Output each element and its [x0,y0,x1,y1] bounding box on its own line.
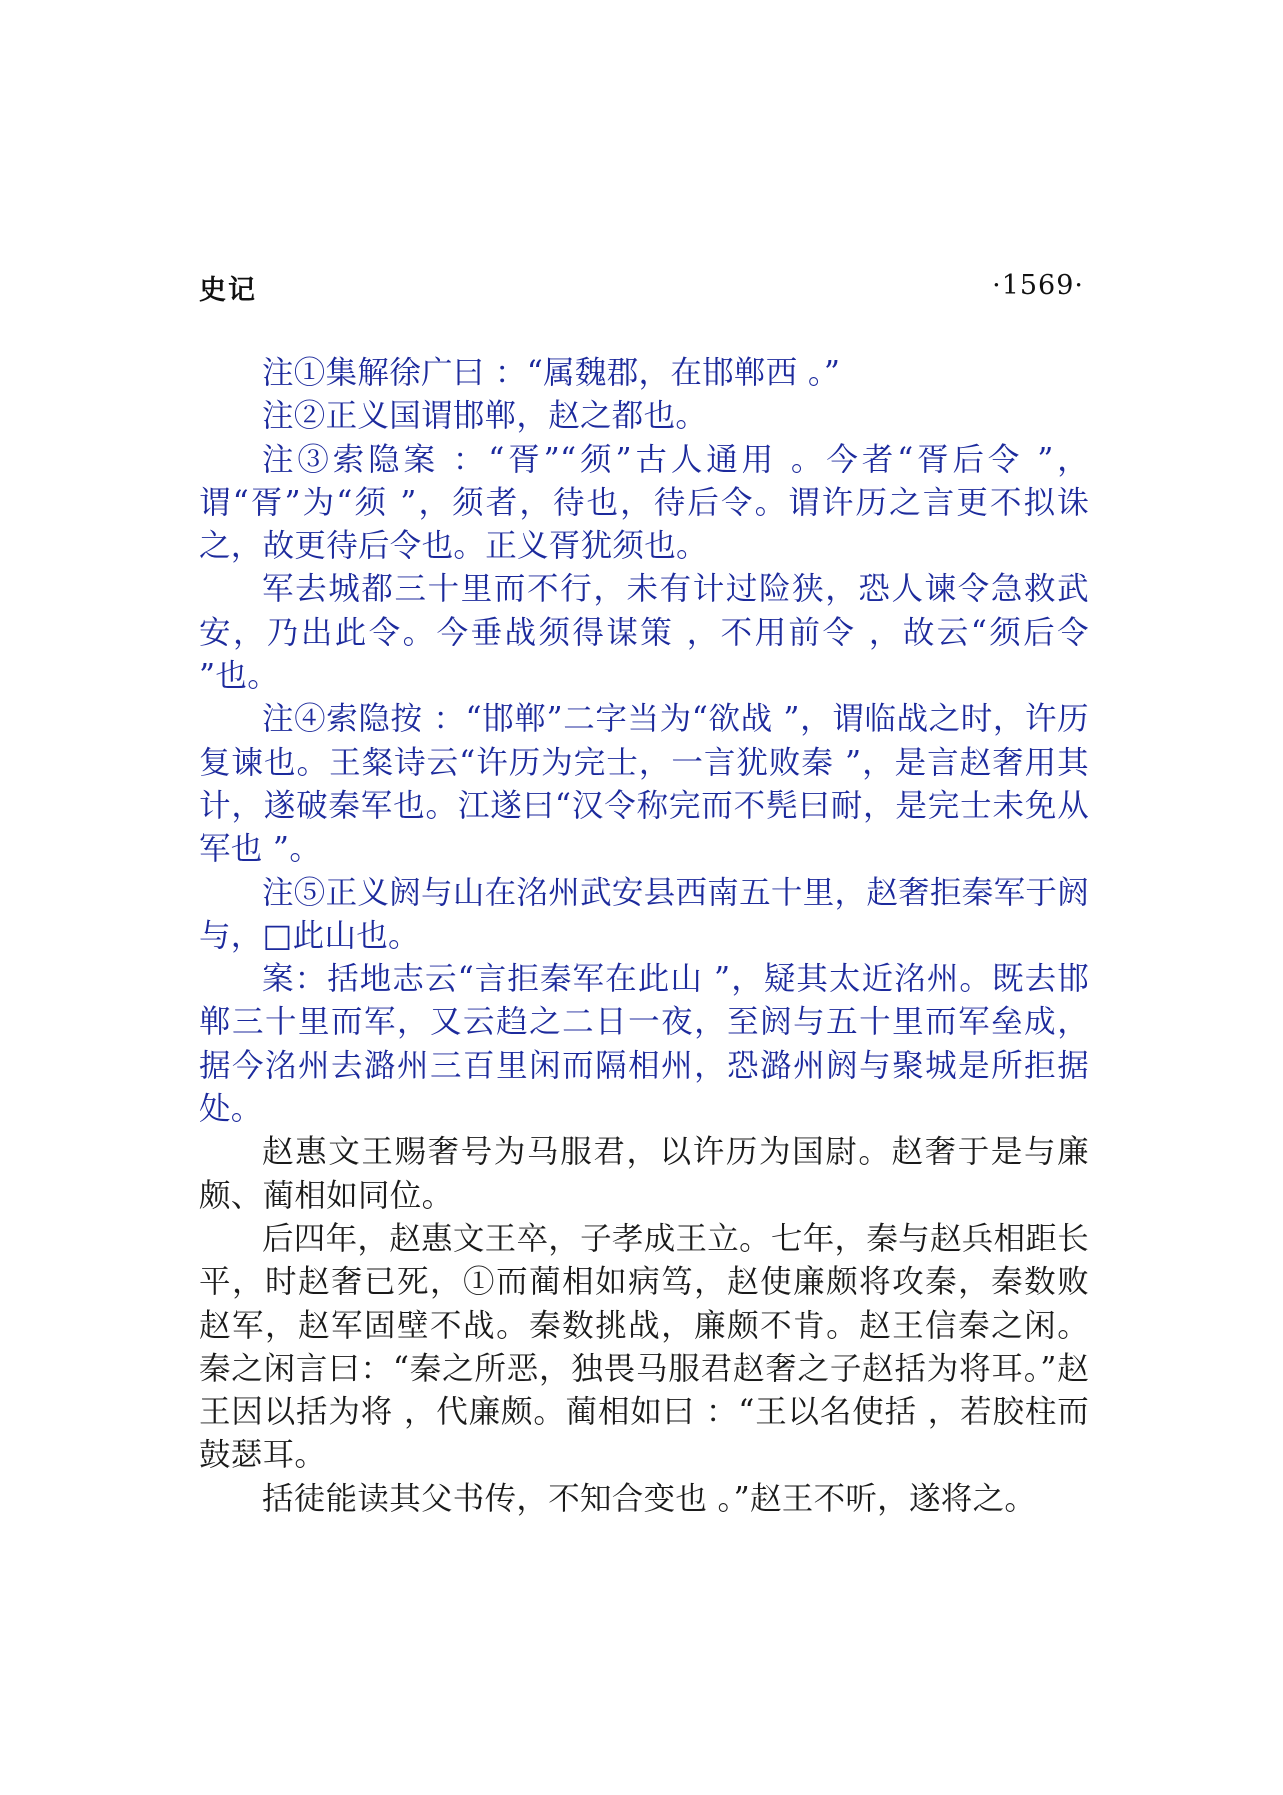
annotation-paragraph: 军去城都三十里而不行，未有计过险狭，恐人谏令急救武安，乃出此令。今垂战须得谋策 ，不用前令 ，故云“须后令 ”也。 [199,571,1089,695]
annotation-paragraph: 注①集解徐广曰 ：“属魏郡，在邯郸西 。” [262,355,841,391]
page-header [199,268,1084,308]
main-text-paragraph: 括徒能读其父书传，不知合变也 。”赵王不听，遂将之。 [262,1480,1037,1517]
annotation-paragraph: 注⑤正义阏与山在洺州武安县西南五十里，赵奢拒秦军于阏与，□此山也。 [199,874,1089,954]
annotation-paragraph: 注④索隐按 ：“邯郸”二字当为“欲战 ”，谓临战之时，许历复谏也。王粲诗云“许历为完士，一言犹败秦 ”，是言赵奢用其计，遂破秦军也。江遂曰“汉令称完而不髡曰耐，是完士未免从军也 ”。 [199,701,1089,868]
main-text-paragraph: 赵惠文王赐奢号为马服君，以许历为国尉。赵奢于是与廉颇、蔺相如同位。 [199,1134,1089,1214]
page-number: ·1569· [992,270,1084,301]
book-title: 史记 [199,275,257,306]
annotation-paragraph: 注②正义国谓邯郸，赵之都也。 [262,398,708,435]
body-text [199,352,1089,1521]
annotation-paragraph: 案：括地志云“言拒秦军在此山 ”，疑其太近洺州。既去邯郸三十里而军，又云趋之二日一夜，至阏与五十里而军垒成，据今洺州去潞州三百里闲而隔相州，恐潞州阏与聚城是所拒据处。 [199,961,1089,1128]
annotation-paragraph: 注③索隐案 ：“胥”“须”古人通用 。今者“胥后令 ”，谓“胥”为“须 ”，须者，待也，待后令。谓许历之言更不拟诛之，故更待后令也。正义胥犹须也。 [199,441,1089,565]
main-text-paragraph: 后四年，赵惠文王卒，子孝成王立。七年，秦与赵兵相距长平，时赵奢已死，①而蔺相如病笃，赵使廉颇将攻秦，秦数败赵军，赵军固壁不战。秦数挑战，廉颇不肯。赵王信秦之闲。秦之闲言曰：“秦之所恶，独畏马服君赵奢之子赵括为将耳。”赵王因以括为将 ，代廉颇。蔺相如曰 ：“王以名使括 ，若胶柱而鼓瑟耳。 [199,1220,1089,1474]
